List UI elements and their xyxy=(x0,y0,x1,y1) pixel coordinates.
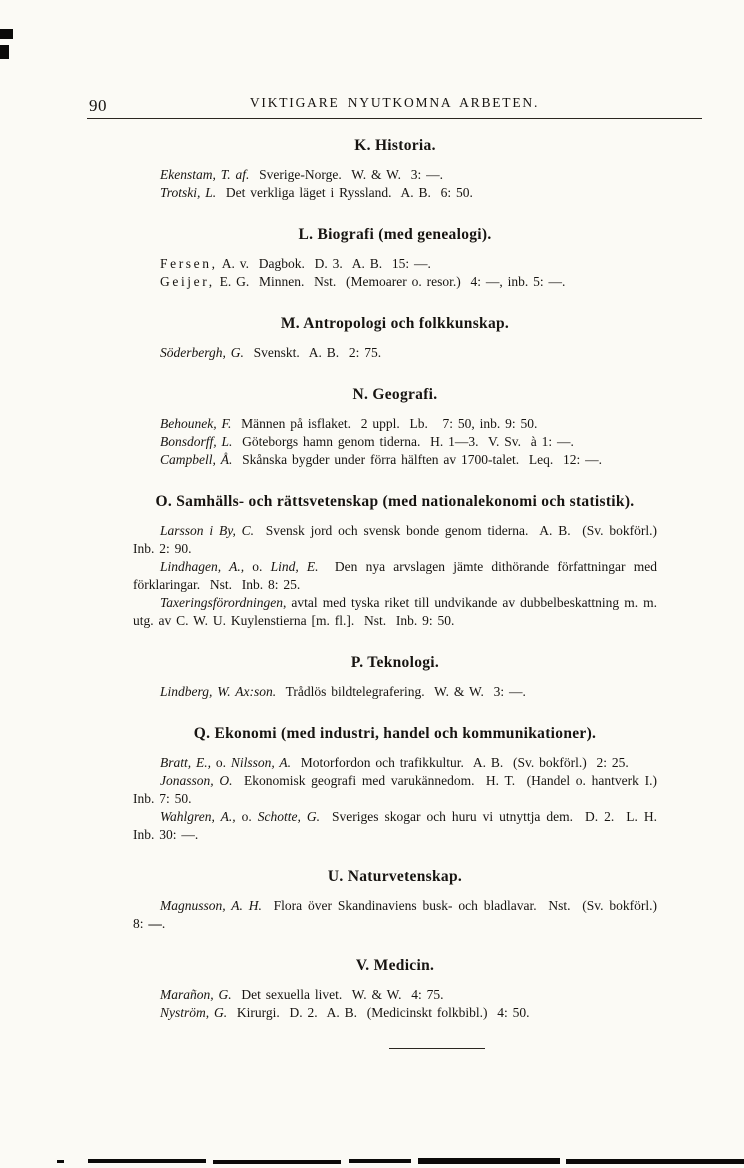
bibliography-entry xyxy=(133,772,662,808)
bibliography-entry xyxy=(133,415,657,433)
entry-text: A. v. Dagbok. D. 3. A. B. 15: —. xyxy=(217,256,431,271)
author-name: Taxeringsförordningen xyxy=(160,595,284,610)
author-name: Schotte, G. xyxy=(257,809,320,824)
section-heading: Q. Ekonomi (med industri, handel och kommunikationer). xyxy=(193,725,597,742)
author-name: Lindberg, W. Ax:son. xyxy=(160,684,277,699)
section-heading: K. Historia. xyxy=(354,137,436,154)
entry-text: E. G. Minnen. Nst. (Memoarer o. resor.) 4: —, inb. 5: —. xyxy=(214,274,566,289)
scan-artifact xyxy=(418,1158,560,1164)
scan-artifact xyxy=(566,1159,744,1164)
author-name: Wahlgren, A., xyxy=(160,809,236,824)
entry-text: Sverige-Norge. W. & W. 3: —. xyxy=(249,167,443,182)
section xyxy=(133,137,657,202)
bibliography-entry xyxy=(133,344,657,362)
entry-text: Sveriges skogar och huru vi utnyttja dem. D. 2. L. H. Inb. 30: —. xyxy=(133,809,662,842)
bibliography-entry xyxy=(133,166,657,184)
author-name: Geijer, xyxy=(160,274,215,289)
entry-text: Männen på isflaket. 2 uppl. Lb. 7: 50, inb. 9: 50. xyxy=(231,416,538,431)
author-name: Marañon, G. xyxy=(160,987,232,1002)
bibliography-entry xyxy=(133,754,657,772)
end-rule xyxy=(389,1048,485,1049)
author-name: Campbell, Å. xyxy=(160,452,233,467)
author-name: Larsson i By, C. xyxy=(160,523,255,538)
section-heading: N. Geografi. xyxy=(352,386,438,403)
entry-text: Den nya arvslagen jämte dithörande författningar med förklaringar. Nst. Inb. 8: 25. xyxy=(133,559,662,592)
entry-text: . xyxy=(161,916,166,931)
scan-artifact xyxy=(0,45,9,59)
scan-artifact xyxy=(57,1160,64,1163)
section-heading: U. Naturvetenskap. xyxy=(327,868,463,885)
bibliography-entry xyxy=(133,255,657,273)
author-name: Magnusson, A. H. xyxy=(160,898,262,913)
sections xyxy=(133,137,667,1022)
section-heading: V. Medicin. xyxy=(355,957,435,974)
page-number: 90 xyxy=(89,96,107,115)
author-name: Söderbergh, G. xyxy=(160,345,244,360)
author-name: Trotski, L. xyxy=(160,185,217,200)
entry-text: o. xyxy=(235,809,258,824)
section xyxy=(133,226,657,291)
author-name: Lindhagen, A., xyxy=(160,559,245,574)
bibliography-entry xyxy=(133,683,657,701)
author-name: Fersen, xyxy=(160,256,218,271)
author-name: Bonsdorff, L. xyxy=(160,434,233,449)
bibliography-entry xyxy=(133,986,657,1004)
bibliography-entry xyxy=(133,433,657,451)
bibliography-entry xyxy=(133,184,657,202)
scan-artifact xyxy=(213,1160,341,1164)
section-heading: M. Antropologi och folkkunskap. xyxy=(280,315,510,332)
author-name: Ekenstam, T. af. xyxy=(160,167,250,182)
entry-text: Skånska bygder under förra hälften av 1700-talet. Leq. 12: —. xyxy=(232,452,603,467)
section xyxy=(133,493,662,630)
page-header xyxy=(87,95,702,119)
section-heading: O. Samhälls- och rättsvetenskap (med nationalekonomi och statistik). xyxy=(155,493,635,510)
author-name: Behounek, F. xyxy=(160,416,232,431)
entry-text: Flora över Skandinaviens busk- och bladlavar. Nst. (Sv. bokförl.) 8: xyxy=(133,898,667,931)
bibliography-entry xyxy=(133,897,667,933)
entry-text: Det sexuella livet. W. & W. 4: 75. xyxy=(231,987,444,1002)
section xyxy=(133,315,657,362)
bibliography-entry xyxy=(133,594,662,630)
author-name: Lind, E. xyxy=(270,559,319,574)
entry-text: o. xyxy=(244,559,271,574)
entry-text: — xyxy=(148,916,162,931)
entry-text: Motorfordon och trafikkultur. A. B. (Sv. bokförl.) 2: 25. xyxy=(291,755,629,770)
bibliography-entry xyxy=(133,522,662,558)
scan-artifact xyxy=(0,29,13,39)
bibliography-entry xyxy=(133,1004,657,1022)
scan-artifact xyxy=(349,1159,411,1163)
entry-text: o. xyxy=(211,755,231,770)
entry-text: Göteborgs hamn genom tiderna. H. 1—3. V. Sv. à 1: —. xyxy=(232,434,574,449)
entry-text: Svenskt. A. B. 2: 75. xyxy=(243,345,382,360)
entry-text: Svensk jord och svensk bonde genom tiderna. A. B. (Sv. bokförl.) Inb. 2: 90. xyxy=(133,523,662,556)
entry-text: Det verkliga läget i Ryssland. A. B. 6: 50. xyxy=(216,185,473,200)
bibliography-content xyxy=(133,126,667,1049)
author-name: Nilsson, A. xyxy=(230,755,292,770)
author-name: Jonasson, O. xyxy=(160,773,233,788)
section-heading: P. Teknologi. xyxy=(350,654,440,671)
bibliography-entry xyxy=(133,273,657,291)
bibliography-entry xyxy=(133,558,662,594)
entry-text: Kirurgi. D. 2. A. B. (Medicinskt folkbibl.) 4: 50. xyxy=(227,1005,530,1020)
scan-artifact xyxy=(88,1159,206,1163)
entry-text: Trådlös bildtelegrafering. W. & W. 3: —. xyxy=(276,684,526,699)
bibliography-entry xyxy=(133,808,662,844)
section xyxy=(133,386,657,469)
section xyxy=(133,654,657,701)
section-heading: L. Biografi (med genealogi). xyxy=(298,226,492,243)
section xyxy=(133,957,657,1022)
section xyxy=(133,868,667,933)
entry-text: , avtal med tyska riket till undvikande av dubbelbeskattning m. m. utg. av C. W. U. Kuylenstierna [m. fl.]. Nst. Inb. 9: 50. xyxy=(133,595,662,628)
bibliography-entry xyxy=(133,451,657,469)
entry-text: Ekonomisk geografi med varukännedom. H. T. (Handel o. hantverk I.) Inb. 7: 50. xyxy=(133,773,662,806)
running-title: VIKTIGARE NYUTKOMNA ARBETEN. xyxy=(249,95,540,110)
author-name: Bratt, E., xyxy=(160,755,211,770)
section xyxy=(133,725,662,844)
author-name: Nyström, G. xyxy=(160,1005,228,1020)
